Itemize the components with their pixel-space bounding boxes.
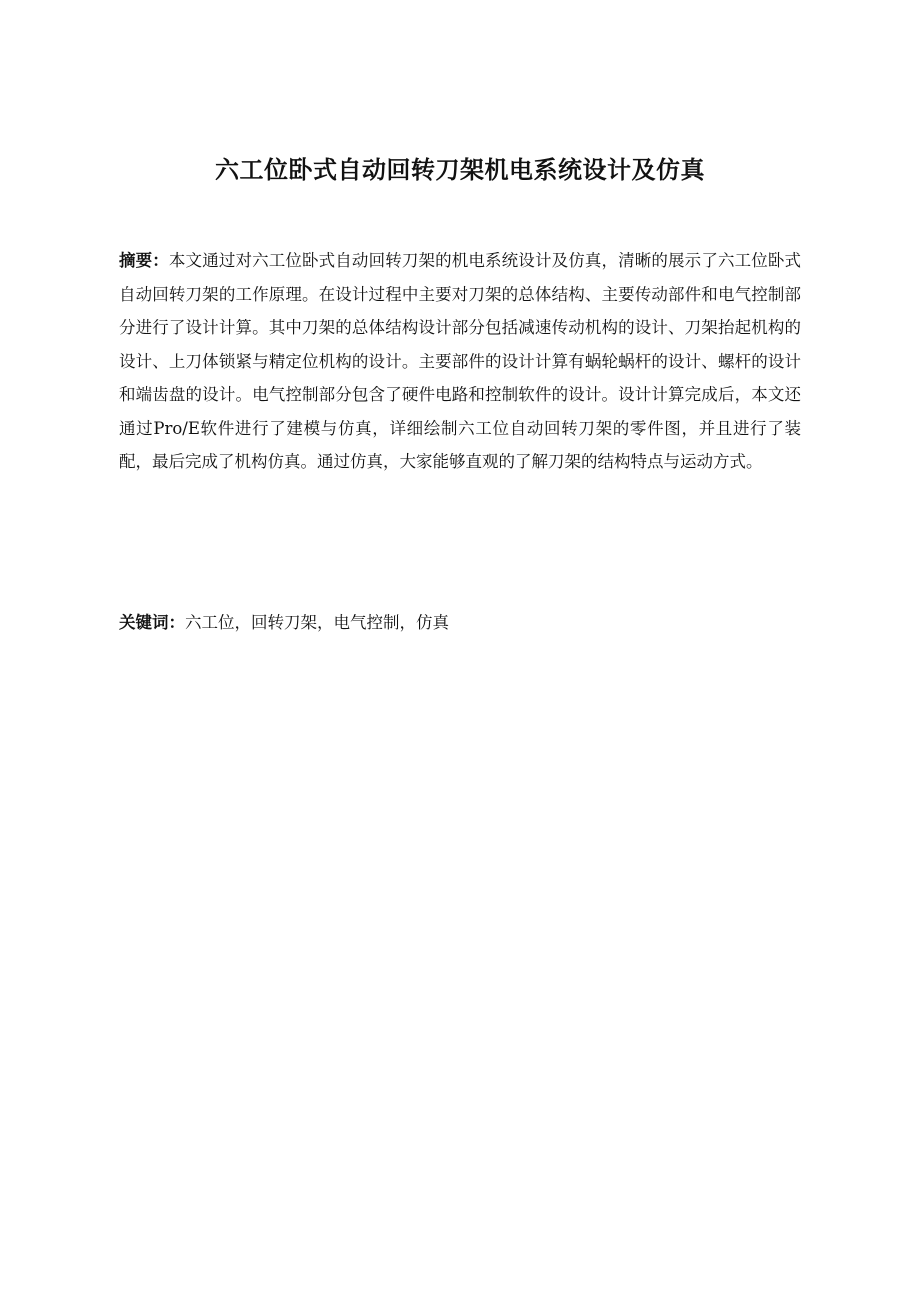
abstract-text: 本文通过对六工位卧式自动回转刀架的机电系统设计及仿真，清晰的展示了六工位卧式自动回转刀架的工作原理。在设计过程中主要对刀架的总体结构、主要传动部件和电气控制部分进行了设计计算。其中刀架的总体结构设计部分包括减速传动机构的设计、刀架抬起机构的设计、上刀体锁紧与精定位机构的设计。主要部件的设计计算有蜗轮蜗杆的设计、螺杆的设计和端齿盘的设计。电气控制部分包含了硬件电路和控制软件的设计。设计计算完成后，本文还通过Pro/E软件进行了建模与仿真，详细绘制六工位自动回转刀架的零件图，并且进行了装配，最后完成了机构仿真。通过仿真，大家能够直观的了解刀架的结构特点与运动方式。 xyxy=(119,251,802,471)
abstract-paragraph xyxy=(119,244,801,479)
document-title: 六工位卧式自动回转刀架机电系统设计及仿真 xyxy=(215,155,705,184)
keywords-line xyxy=(119,606,801,640)
keywords-label: 关键词： xyxy=(119,613,185,632)
keywords-text: 六工位，回转刀架，电气控制，仿真 xyxy=(185,613,449,632)
abstract-label: 摘要： xyxy=(119,251,169,270)
